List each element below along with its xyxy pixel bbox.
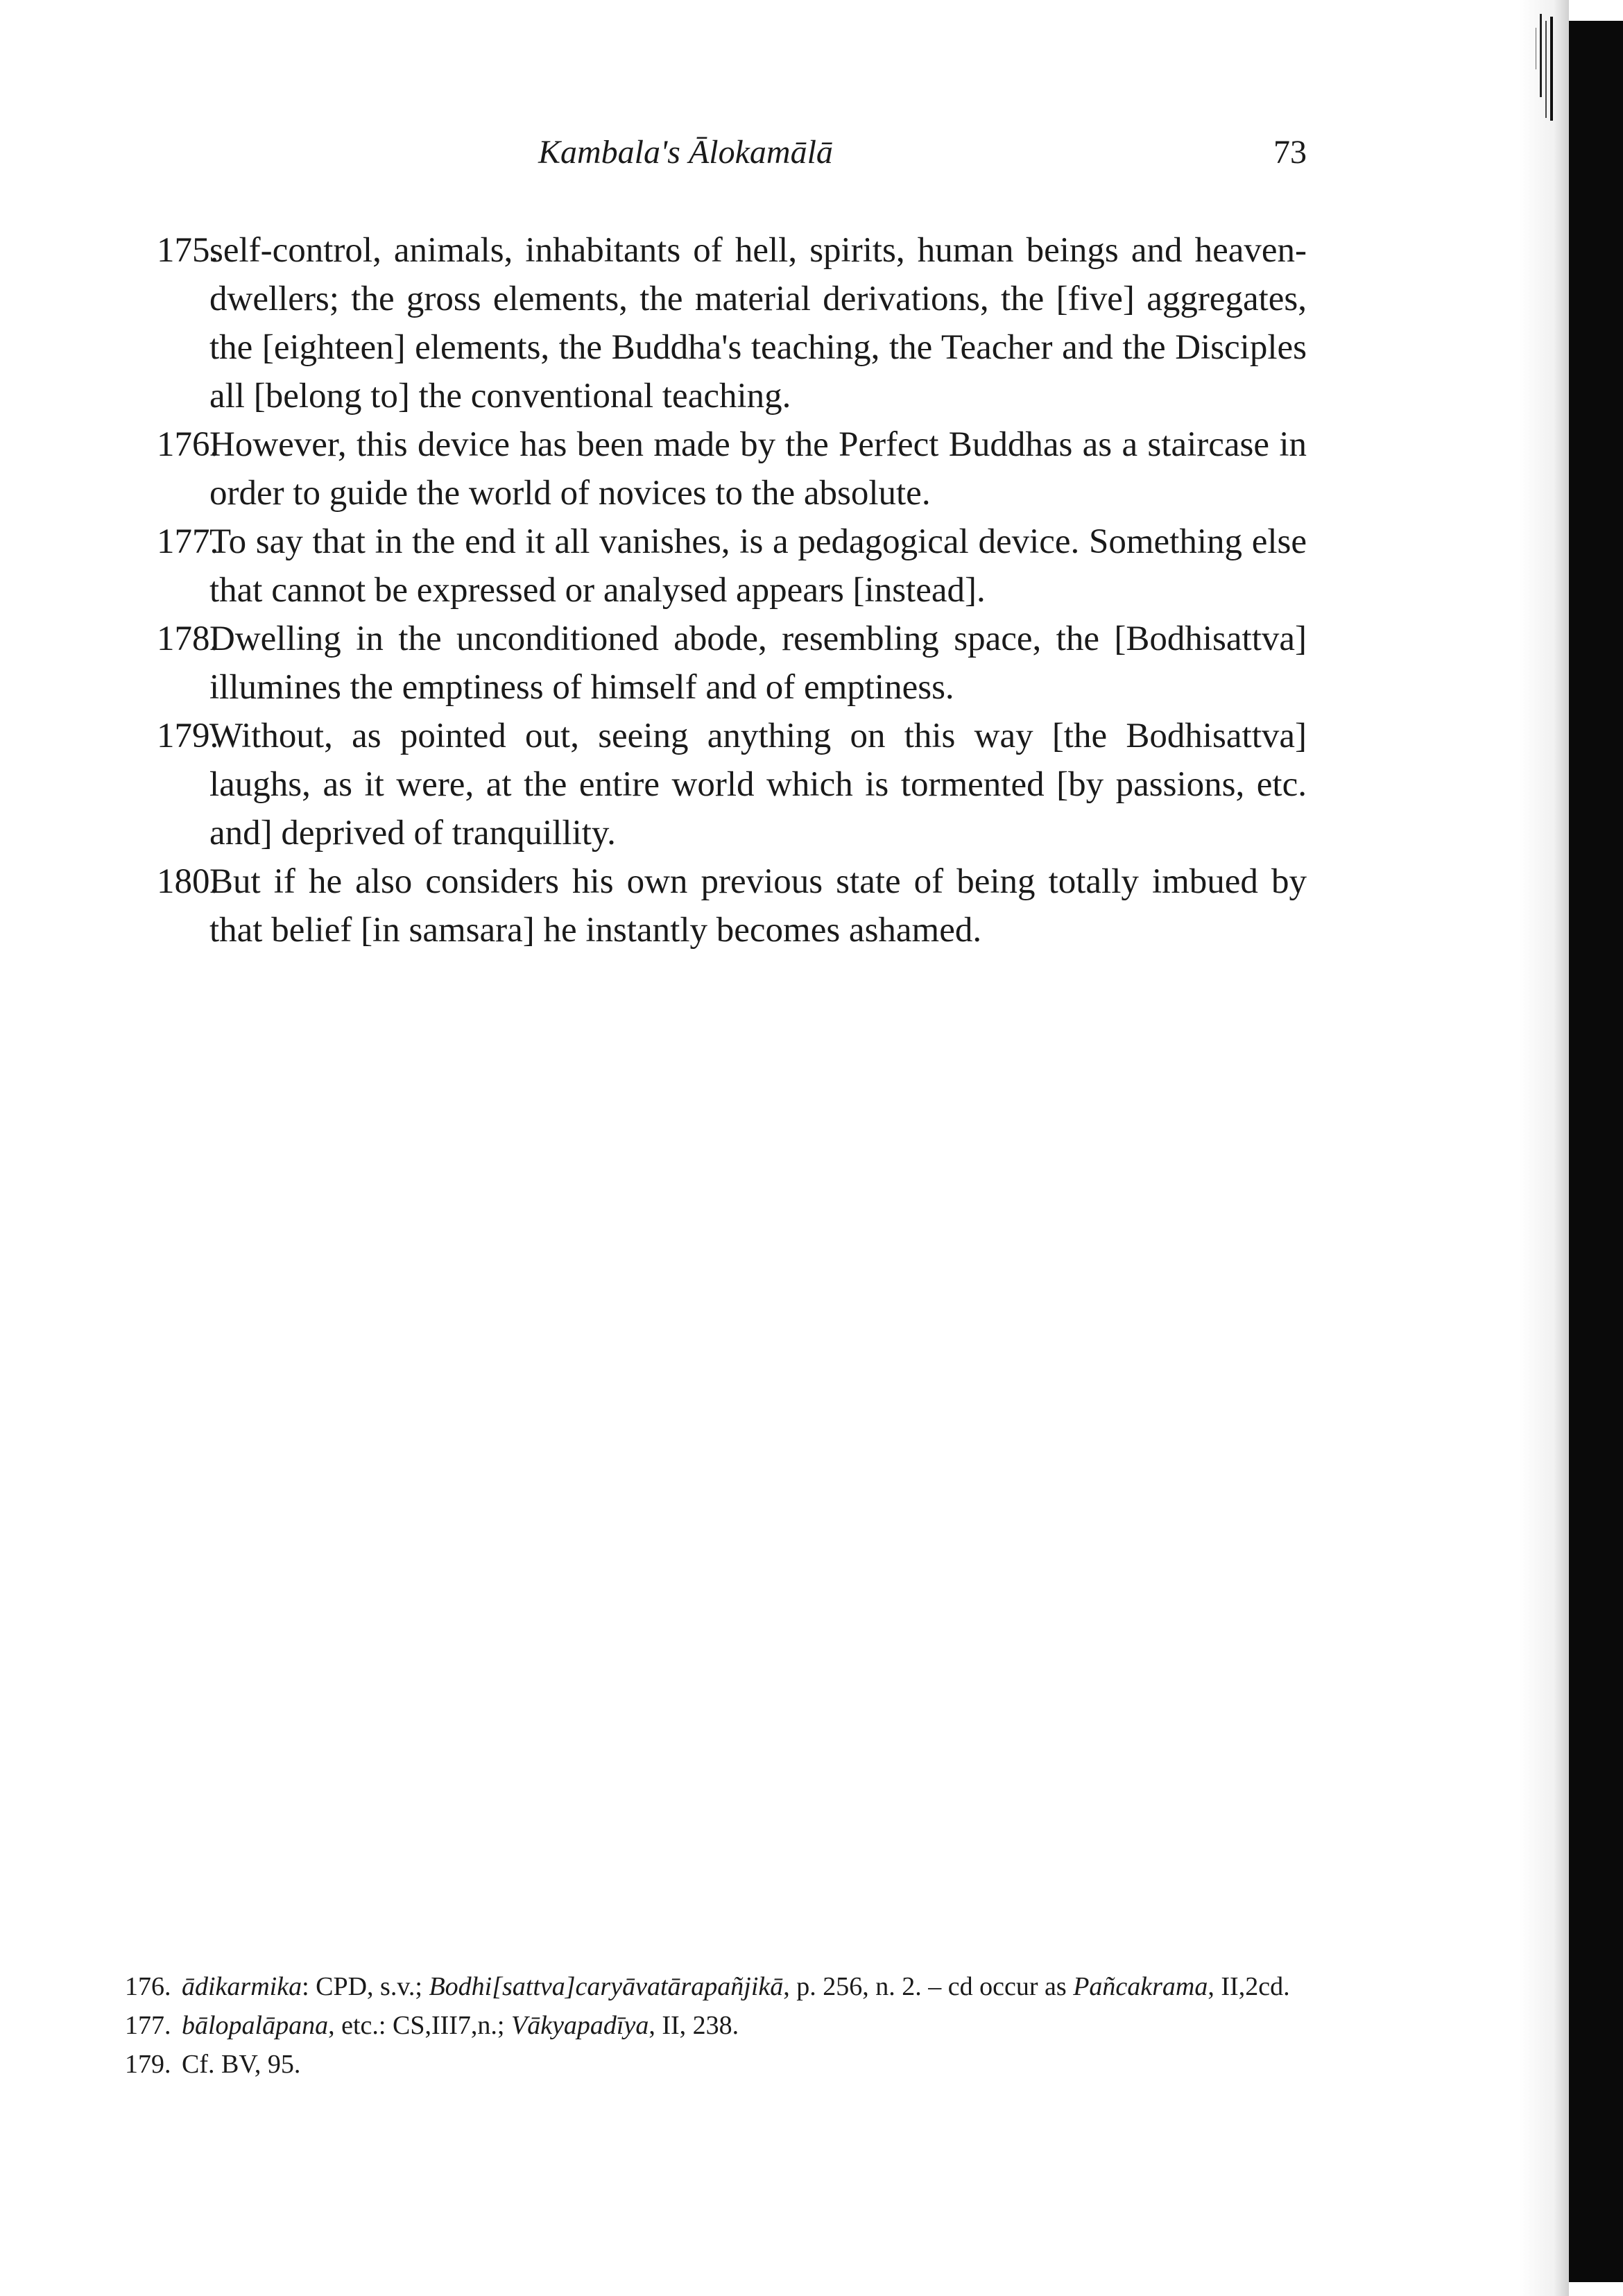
footnote-number: 177. bbox=[125, 2011, 171, 2040]
footnote-segment: Cf. BV, 95. bbox=[182, 2050, 301, 2079]
footnote-title-segment: Bodhi[sattva]caryāvatārapañjikā bbox=[429, 1972, 784, 2001]
footnote-title-segment: ādikarmika bbox=[182, 1972, 302, 2001]
footnote-segment: , II,2cd. bbox=[1208, 1972, 1290, 2001]
page-number: 73 bbox=[1273, 134, 1307, 171]
footnotes bbox=[125, 1969, 1307, 2085]
verse-item bbox=[157, 712, 1307, 857]
footnote-text bbox=[182, 1969, 1307, 2005]
verse-text: self-control, animals, inhabitants of hell, spirits, human beings and heaven-dwellers; the gross elements, the material derivations, the [five] aggregates, the [eighteen] elements, the Buddha's teaching, the Teacher and the Disciples all [belong to] the conventional teaching. bbox=[209, 231, 1307, 415]
verse-text: To say that in the end it all vanishes, is a pedagogical device. Something else that cannot be expressed or analysed appears [instead]. bbox=[209, 522, 1307, 610]
scan-edge-shadow bbox=[1519, 0, 1569, 2296]
verse-item bbox=[157, 226, 1307, 420]
footnote-segment: , p. 256, n. 2. – cd occur as bbox=[783, 1972, 1074, 2001]
verse-number: 176. bbox=[157, 425, 219, 464]
footnote-text bbox=[182, 2046, 1307, 2082]
footnote-title-segment: bālopalāpana bbox=[182, 2011, 329, 2040]
verse-item bbox=[157, 517, 1307, 615]
footnote-item bbox=[125, 2007, 1307, 2044]
footnote-segment: , etc.: CS,III7,n.; bbox=[328, 2011, 511, 2040]
footnote-segment: , II, 238. bbox=[649, 2011, 739, 2040]
verse-number: 179. bbox=[157, 717, 219, 755]
verse-text: Without, as pointed out, seeing anything on this way [the Bodhisattva] laughs, as it were, at the entire world which is tormented [by passions, etc. and] deprived of tranquillity. bbox=[209, 717, 1307, 853]
footnote-item bbox=[125, 2046, 1307, 2082]
scan-edge-strip bbox=[1569, 21, 1623, 2282]
verse-text: Dwelling in the unconditioned abode, resembling space, the [Bodhisattva] illumines the emptiness of himself and of emptiness. bbox=[209, 619, 1307, 707]
footnote-title-segment: Pañcakrama bbox=[1073, 1972, 1208, 2001]
verse-item bbox=[157, 420, 1307, 517]
scan-edge-marks bbox=[1519, 14, 1561, 125]
footnote-segment: : CPD, s.v.; bbox=[302, 1972, 429, 2001]
page-header bbox=[205, 132, 1307, 180]
verse-item bbox=[157, 857, 1307, 954]
verse-text: But if he also considers his own previous state of being totally imbued by that belief [in samsara] he instantly becomes ashamed. bbox=[209, 862, 1307, 950]
verse-item bbox=[157, 615, 1307, 712]
footnote-title-segment: Vākyapadīya bbox=[510, 2011, 649, 2040]
footnote-text bbox=[182, 2007, 1307, 2044]
verse-number: 178. bbox=[157, 619, 219, 658]
verse-number: 177. bbox=[157, 522, 219, 561]
verse-number: 180. bbox=[157, 862, 219, 901]
running-title: Kambala's Ālokamālā bbox=[538, 134, 833, 171]
footnote-item bbox=[125, 1969, 1307, 2005]
verse-number: 175. bbox=[157, 231, 219, 270]
verse-list bbox=[157, 226, 1307, 954]
footnote-number: 176. bbox=[125, 1972, 171, 2001]
footnote-number: 179. bbox=[125, 2050, 171, 2079]
verse-text: However, this device has been made by the Perfect Buddhas as a staircase in order to guide the world of novices to the absolute. bbox=[209, 425, 1307, 513]
